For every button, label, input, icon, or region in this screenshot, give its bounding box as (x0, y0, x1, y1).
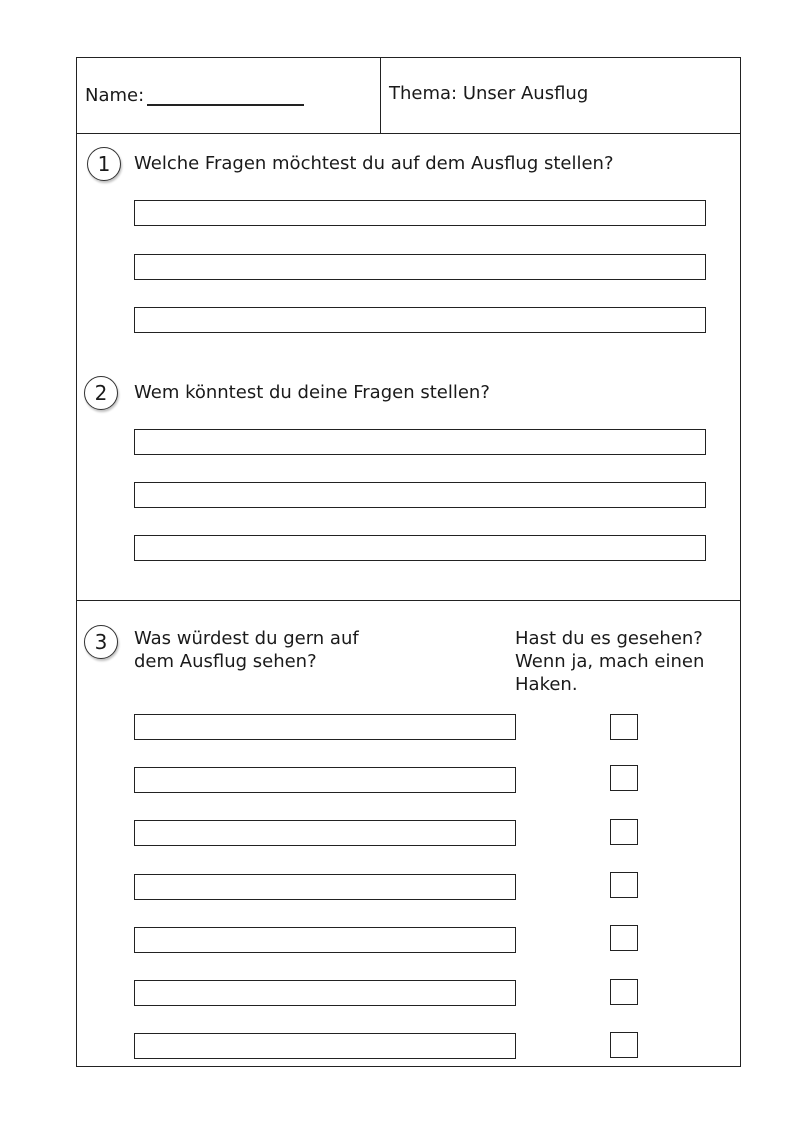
task-question-3: Was würdest du gern auf dem Ausflug sehen? (134, 628, 359, 672)
answer-field-1-3[interactable] (134, 307, 706, 333)
task-number-2: 2 (84, 376, 118, 410)
answer-field-1-2[interactable] (134, 254, 706, 280)
seen-checkbox-4[interactable] (610, 872, 638, 898)
answer-field-3-4[interactable] (134, 874, 516, 900)
answer-field-1-1[interactable] (134, 200, 706, 226)
answer-field-3-2[interactable] (134, 767, 516, 793)
worksheet-header (77, 58, 740, 134)
answer-field-2-1[interactable] (134, 429, 706, 455)
seen-checkbox-3[interactable] (610, 819, 638, 845)
seen-checkbox-1[interactable] (610, 714, 638, 740)
check-instruction: Hast du es gesehen? Wenn ja, mach einen Haken. (515, 628, 705, 695)
answer-field-3-1[interactable] (134, 714, 516, 740)
task-question-1: Welche Fragen möchtest du auf dem Ausflug stellen? (134, 153, 614, 174)
answer-field-3-6[interactable] (134, 980, 516, 1006)
answer-field-3-7[interactable] (134, 1033, 516, 1059)
name-label: Name: (85, 85, 145, 106)
worksheet (76, 57, 741, 1067)
task-number-1: 1 (87, 147, 121, 181)
section-divider (77, 600, 740, 601)
answer-field-2-3[interactable] (134, 535, 706, 561)
task-number-3: 3 (84, 625, 118, 659)
answer-field-3-5[interactable] (134, 927, 516, 953)
topic-title: Thema: Unser Ausflug (389, 83, 589, 104)
task-question-2: Wem könntest du deine Fragen stellen? (134, 382, 490, 403)
answer-field-2-2[interactable] (134, 482, 706, 508)
seen-checkbox-6[interactable] (610, 979, 638, 1005)
seen-checkbox-7[interactable] (610, 1032, 638, 1058)
seen-checkbox-2[interactable] (610, 765, 638, 791)
answer-field-3-3[interactable] (134, 820, 516, 846)
name-field[interactable] (147, 104, 304, 106)
seen-checkbox-5[interactable] (610, 925, 638, 951)
header-divider (380, 58, 381, 134)
